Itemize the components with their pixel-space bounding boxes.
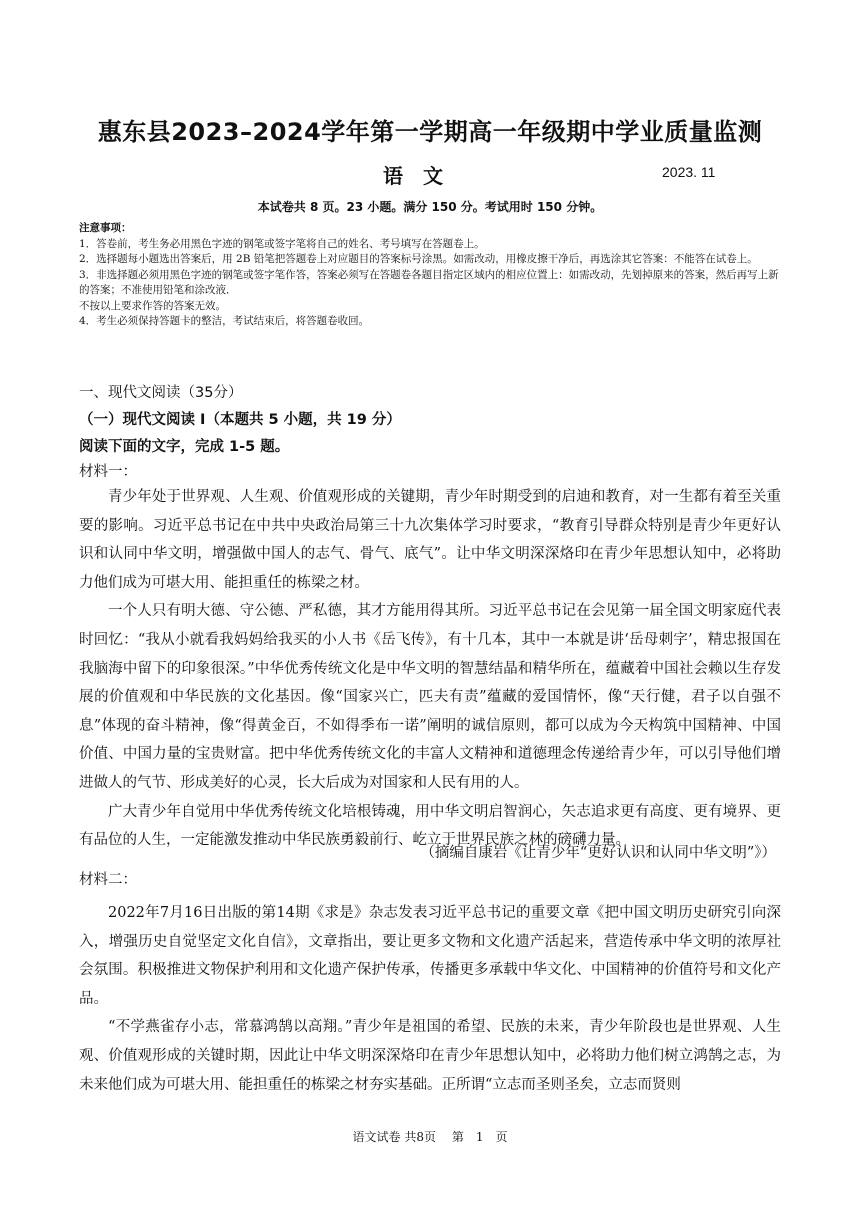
footer-page-number: 第 1 页 (451, 1130, 508, 1144)
paragraph: 一个人只有明大德、守公德、严私德，其才方能用得其所。习近平总书记在会见第一届全国文明家庭代表时回忆：“我从小就看我妈妈给我买的小人书《岳飞传》，有十几本，其中一本就是讲‘岳母刺字’，精忠报国在我脑海中留下的印象很深。”中华优秀传统文化是中华文明的智慧结晶和精华所在，蕴藏着中国社会赖以生存发展的价值观和中华民族的文化基因。像“国家兴亡，匹夫有责”蕴藏的爱国情怀，像“天行健，君子以自强不息”体现的奋斗精神，像“得黄金百，不如得季布一诺”阐明的诚信原则，都可以成为今天构筑中国精神、中国价值、中国力量的宝贵财富。把中华优秀传统文化的丰富人文精神和道德理念传递给青少年，可以引导他们增进做人的气节、形成美好的心灵，长大后成为对国家和人民有用的人。 (79, 603, 781, 791)
exam-date: 2023. 11 (662, 164, 716, 180)
note-item: 2．选择题每小题选出答案后，用 2B 铅笔把答题卷上对应题目的答案标号涂黑。如需改动，用橡皮擦干净后，再选涂其它答案：不能答在试卷上。 (79, 253, 758, 265)
footer-total-pages: 语文试卷 共8页 (352, 1130, 436, 1144)
note-item: 4．考生必须保持答题卡的整洁，考试结束后，将答题卷收回。 (79, 315, 370, 327)
notes-block (79, 221, 785, 330)
material-1-text (79, 483, 781, 855)
paragraph: 广大青少年自觉用中华优秀传统文化培根铸魂，用中华文明启智润心，矢志追求更有高度、更有境界、更有品位的人生，一定能激发推动中华民族勇毅前行、屹立于世界民族之林的磅礴力量。 (79, 803, 781, 849)
exam-title: 惠东县2023–2024学年第一学期高一年级期中学业质量监测 (97, 118, 763, 146)
paragraph: 青少年处于世界观、人生观、价值观形成的关键期，青少年时期受到的启迪和教育，对一生都有着至关重要的影响。习近平总书记在中共中央政治局第三十九次集体学习时要求，“教育引导群众特别是青少年更好认识和认同中华文明，增强做中国人的志气、骨气、底气”。让中华文明深深烙印在青少年思想认知中，必将助力他们成为可堪大用、能担重任的栋梁之材。 (79, 489, 781, 591)
note-item: 1．答卷前，考生务必用黑色字迹的钢笔或签字笔将自己的姓名、考号填写在答题卷上。 (79, 237, 485, 250)
exam-info: 本试卷共 8 页。23 小题。满分 150 分。考试用时 150 分钟。 (257, 200, 603, 214)
material-1-label: 材料一： (79, 464, 137, 480)
paragraph: 2022年7月16日出版的第14期《求是》杂志发表习近平总书记的重要文章《把中国文明历史研究引向深入，增强历史自觉坚定文化自信》，文章指出，要让更多文物和文化遗产活起来，营造传承中华文明的浓厚社会氛围。积极推进文物保护利用和文化遗产保护传承，传播更多承载中华文化、中国精神的价值符号和文化产品。 (79, 905, 781, 1007)
note-item: 不按以上要求作答的答案无效。 (79, 299, 226, 312)
page-footer (0, 1128, 860, 1145)
subject-label: 语文 (383, 164, 463, 188)
reading-instruction: 阅读下面的文字，完成 1-5 题。 (79, 439, 290, 455)
note-item: 3．非选择题必须用黑色字迹的钢笔或签字笔作答，答案必须写在答题卷各题目指定区域内的相应位置上：如需改动，先划掉原来的答案，然后再写上新的答案；不准使用铅笔和涂改液． (79, 268, 779, 296)
subsection-heading: （一）现代文阅读 I（本题共 5 小题，共 19 分） (79, 412, 401, 428)
material-2-text (79, 899, 781, 1099)
paragraph: “不学燕雀存小志，常慕鸿鹄以高翔。”青少年是祖国的希望、民族的未来，青少年阶段也是世界观、人生观、价值观形成的关键时期，因此让中华文明深深烙印在青少年思想认知中，必将助力他们树立鸿鹄之志，为未来他们成为可堪大用、能担重任的栋梁之材夯实基础。正所谓“立志而圣则圣矣，立志而贤则 (79, 1019, 781, 1093)
material-2-label: 材料二： (79, 872, 137, 888)
section-heading: 一、现代文阅读（35分） (79, 385, 243, 401)
notes-heading: 注意事项： (79, 222, 132, 234)
material-1-source: （摘编自康岩《让青少年“更好认识和认同中华文明”》） (420, 845, 776, 861)
